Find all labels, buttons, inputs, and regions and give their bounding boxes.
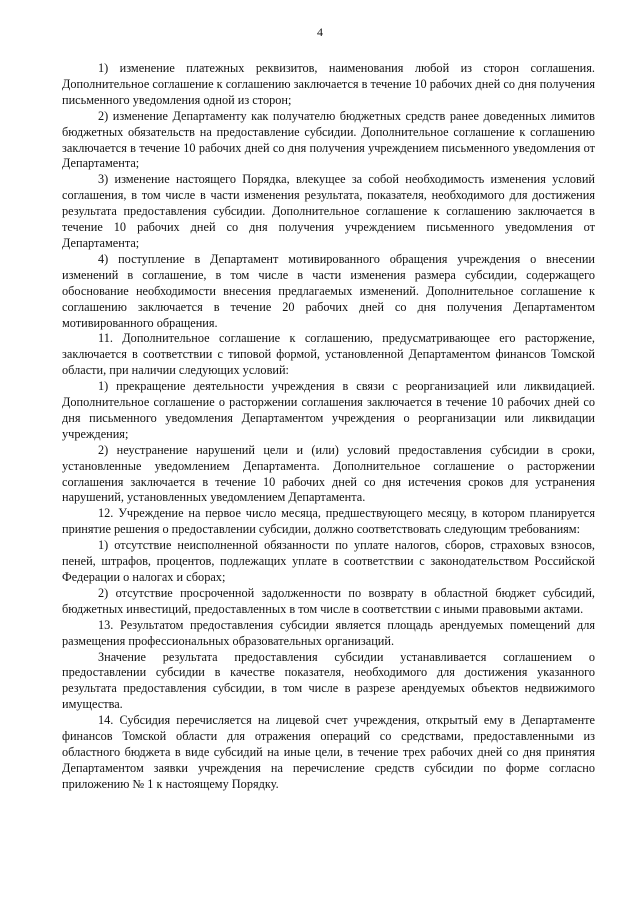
paragraph: 4) поступление в Департамент мотивированного обращения учреждения о внесении изменений в соглашение, в том числе в части изменения размера субсидии, содержащего обоснование необходимости внесения предлагаемых изменений. Дополнительное соглашение к соглашению заключается в течение 20 рабочих дней со дня получения Департаментом мотивированного обращения. (62, 251, 595, 330)
paragraph: Значение результата предоставления субсидии устанавливается соглашением о предоставлении субсидии в качестве показателя, необходимого для достижения указанного результата предоставления субсидии, в том числе в разрезе арендуемых объектов недвижимого имущества. (62, 649, 595, 712)
document-body (62, 61, 595, 793)
paragraph: 12. Учреждение на первое число месяца, предшествующего месяцу, в котором планируется принятие решения о предоставлении субсидии, должно соответствовать следующим требованиям: (62, 506, 595, 537)
paragraph: 1) изменение платежных реквизитов, наименования любой из сторон соглашения. Дополнительное соглашение к соглашению заключается в течение 10 рабочих дней со дня получения письменного уведомления одной из сторон; (62, 61, 595, 107)
paragraph: 1) прекращение деятельности учреждения в связи с реорганизацией или ликвидацией. Дополнительное соглашение о расторжении соглашения заключается в течение 10 рабочих дней со дня письменного уведомления Департаментом учреждения о реорганизации или ликвидации учреждения; (62, 379, 595, 441)
paragraph: 1) отсутствие неисполненной обязанности по уплате налогов, сборов, страховых взносов, пеней, штрафов, процентов, подлежащих уплате в соответствии с законодательством Российской Федерации о налогах и сборах; (62, 538, 595, 584)
paragraph: 2) изменение Департаменту как получателю бюджетных средств ранее доведенных лимитов бюджетных обязательств на предоставление субсидии. Дополнительное соглашение к соглашению заключается в течение 10 рабочих дней со дня получения учреждением письменного уведомления от Департамента; (62, 108, 595, 171)
paragraph: 2) неустранение нарушений цели и (или) условий предоставления субсидии в сроки, установленные уведомлением Департамента. Дополнительное соглашение о расторжении соглашения заключается в течение 10 рабочих дней со дня истечения сроков для устранения нарушений, установленных уведомлением Департамента. (62, 442, 595, 505)
paragraph: 2) отсутствие просроченной задолженности по возврату в областной бюджет субсидий, бюджетных инвестиций, предоставленных в том числе в соответствии с иными правовыми актами. (62, 585, 595, 616)
paragraph: 11. Дополнительное соглашение к соглашению, предусматривающее его расторжение, заключается в соответствии с типовой формой, установленной Департаментом финансов Томской области, при наличии следующих условий: (62, 331, 595, 378)
paragraph: 3) изменение настоящего Порядка, влекущее за собой необходимость изменения условий соглашения, в том числе в части изменения результата, показателя, необходимого для достижения результата предоставления субсидии. Дополнительное соглашение к соглашению заключается в течение 10 рабочих дней со дня получения учреждением письменного уведомления от Департамента; (62, 172, 595, 250)
paragraph: 14. Субсидия перечисляется на лицевой счет учреждения, открытый ему в Департаменте финансов Томской области для отражения операций со средствами, предоставленными из областного бюджета в виде субсидий на иные цели, в течение трех рабочих дней со дня принятия Департаментом заявки учреждения на перечисление средств субсидии по форме согласно приложению № 1 к настоящему Порядку. (62, 713, 595, 791)
paragraph: 13. Результатом предоставления субсидии является площадь арендуемых помещений для размещения профессиональных образовательных организаций. (62, 617, 595, 648)
page-number: 4 (317, 25, 323, 39)
